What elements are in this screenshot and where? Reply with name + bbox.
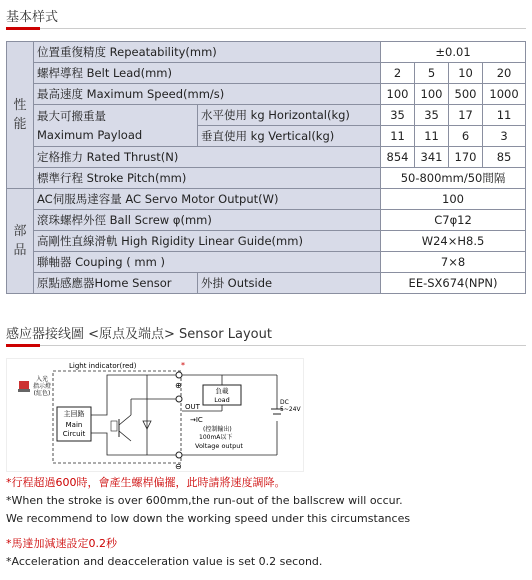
- lamp-label-line3: (紅色): [33, 390, 51, 397]
- table-row: [7, 252, 526, 273]
- sensor-wiring-diagram: [6, 358, 304, 472]
- group-performance: 性 能: [7, 42, 34, 189]
- row-value: C7φ12: [381, 210, 526, 231]
- row-value: 854: [381, 147, 415, 168]
- note-accel-en: *Acceleration and deacceleration value is set 0.2 second.: [6, 555, 323, 568]
- lamp-label-line2: 指示燈: [32, 383, 52, 390]
- lamp-label-line1: 入光: [35, 376, 49, 383]
- row-label: 聯軸器 Couping ( mm ): [34, 252, 381, 273]
- row-label: 螺桿導程 Belt Lead(mm): [34, 63, 381, 84]
- output-cn: (控制輸出): [203, 426, 232, 433]
- row-value: 5: [415, 63, 449, 84]
- voltage-output-label: Voltage output: [195, 442, 243, 450]
- row-label: 滾珠螺桿外徑 Ball Screw φ(mm): [34, 210, 381, 231]
- row-value: 85: [483, 147, 526, 168]
- lamp-icon: [18, 381, 30, 392]
- spec-table: [6, 41, 526, 294]
- sensor-section-divider: [6, 345, 526, 346]
- row-label: 最高速度 Maximum Speed(mm/s): [34, 84, 381, 105]
- row-label: 定格推力 Rated Thrust(N): [34, 147, 381, 168]
- row-label: 最大可搬重量 Maximum Payload: [34, 105, 198, 147]
- row-label: 標準行程 Stroke Pitch(mm): [34, 168, 381, 189]
- row-value: 3: [483, 126, 526, 147]
- row-value: 10: [449, 63, 483, 84]
- table-row: [7, 273, 526, 294]
- row-value: 100: [381, 189, 526, 210]
- row-sublabel: 垂直使用 kg Vertical(kg): [198, 126, 381, 147]
- row-value: W24×H8.5: [381, 231, 526, 252]
- row-value: 17: [449, 105, 483, 126]
- plus-terminal: ⊕: [175, 381, 182, 390]
- table-row: [7, 84, 526, 105]
- row-label: 原點感應器Home Sensor: [34, 273, 198, 294]
- output-ma: 100mA以下: [199, 434, 233, 441]
- row-sublabel: 水平使用 kg Horizontal(kg): [198, 105, 381, 126]
- table-row: [7, 189, 526, 210]
- load-label: Load: [214, 396, 230, 404]
- row-value: 1000: [483, 84, 526, 105]
- table-row: [7, 168, 526, 189]
- dc-voltage: 5~24V: [280, 406, 301, 413]
- main-circuit-cn: 主回路: [63, 410, 85, 418]
- row-value: 11: [483, 105, 526, 126]
- asterisk-mark: *: [181, 361, 185, 370]
- note-stroke-en-2: We recommend to low down the working speed under this circumstances: [6, 512, 411, 525]
- row-value: 11: [415, 126, 449, 147]
- row-value: 100: [415, 84, 449, 105]
- sensor-section-title: 感应器接线圖 <原点及端点> Sensor Layout: [6, 327, 272, 342]
- row-label: 位置重復精度 Repeatability(mm): [34, 42, 381, 63]
- row-value: 35: [415, 105, 449, 126]
- spec-section-divider: [6, 28, 526, 29]
- row-label: AC伺服馬達容量 AC Servo Motor Output(W): [34, 189, 381, 210]
- out-label: OUT: [185, 403, 200, 411]
- row-value: 500: [449, 84, 483, 105]
- table-row: [7, 210, 526, 231]
- table-row: [7, 42, 526, 63]
- note-stroke-en-1: *When the stroke is over 600mm,the run-out of the ballscrew will occur.: [6, 494, 403, 507]
- load-cn: 負載: [215, 387, 229, 395]
- row-value: 50-800mm/50間隔: [381, 168, 526, 189]
- row-value: 2: [381, 63, 415, 84]
- row-sublabel: 外掛 Outside: [198, 273, 381, 294]
- row-value: 7×8: [381, 252, 526, 273]
- dc-label: DC: [280, 399, 289, 406]
- row-value: 100: [381, 84, 415, 105]
- table-row: [7, 231, 526, 252]
- row-value: ±0.01: [381, 42, 526, 63]
- group-parts: 部 品: [7, 189, 34, 294]
- wiring-schematic: [7, 359, 303, 471]
- main-circuit-label-1: Main: [65, 421, 83, 429]
- minus-terminal: ⊖: [175, 462, 182, 471]
- row-value: 20: [483, 63, 526, 84]
- table-row: [7, 105, 526, 126]
- row-value: 341: [415, 147, 449, 168]
- row-value: 170: [449, 147, 483, 168]
- table-row: [7, 147, 526, 168]
- main-circuit-label-2: Circuit: [62, 430, 86, 438]
- spec-section-title: 基本样式: [6, 10, 59, 25]
- row-value: 6: [449, 126, 483, 147]
- light-indicator-label: Light indicator(red): [69, 362, 137, 370]
- table-row: [7, 63, 526, 84]
- row-label: 高剛性直線滑軌 High Rigidity Linear Guide(mm): [34, 231, 381, 252]
- note-accel-cn: *馬達加減速設定0.2秒: [6, 537, 117, 550]
- note-stroke-cn: *行程超過600時，會產生螺桿偏擺，此時請將速度調降。: [6, 476, 286, 489]
- row-value: 35: [381, 105, 415, 126]
- row-value: 11: [381, 126, 415, 147]
- ic-label: →IC: [190, 416, 203, 424]
- row-value: EE-SX674(NPN): [381, 273, 526, 294]
